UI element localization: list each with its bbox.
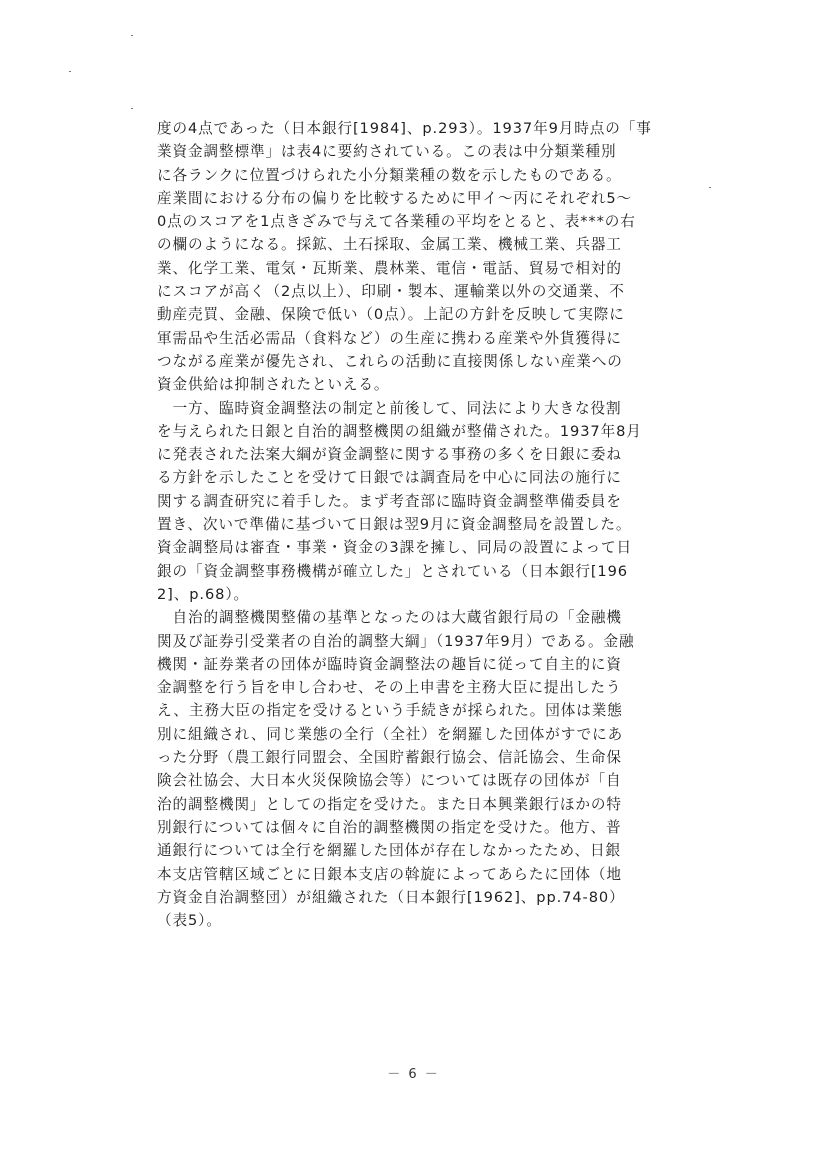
page-number: － 6 － [387,1067,440,1082]
scan-speck [131,35,133,36]
text-line: 2]、p.68）。 [157,585,250,603]
text-line: 産業間における分布の偏りを比較するために甲イ～丙にそれぞれ5～ [157,189,633,207]
text-line: 機関・証券業者の団体が臨時資金調整法の趣旨に従って自主的に資 [157,655,622,673]
text-line: （表5）。 [157,912,222,930]
text-line: つながる産業が優先され、これらの活動に直接関係しない産業への [157,352,623,370]
text-line: 軍需品や生活必需品（食料など）の生産に携わる産業や外貨獲得に [157,329,622,347]
text-line: 度の4点であった（日本銀行[1984]、p.293）。1937年9月時点の「事 [157,120,652,137]
text-line: にスコアが高く（2点以上）、印刷・製本、運輸業以外の交通業、不 [157,283,625,301]
text-line: の欄のようになる。採鉱、土石採取、金属工業、機械工業、兵器工 [157,236,622,254]
text-line: 業、化学工業、電気・瓦斯業、農林業、電信・電話、貿易で相対的 [157,259,622,277]
text-line: に各ランクに位置づけられた小分類業種の数を示したものである。 [157,166,622,184]
text-line: を与えられた日銀と自治的調整機関の組織が整備された。1937年8月 [157,422,642,440]
body-text [157,117,697,932]
text-line: 険会社協会、大日本火災保険協会等）については既存の団体が「自 [157,772,622,790]
scan-speck [69,71,71,72]
text-line: 銀の「資金調整事務機構が確立した」とされている（日本銀行[196 [157,562,628,580]
text-line: 自治的調整機関整備の基準となったのは大蔵省銀行局の「金融機 [157,609,622,627]
text-line: 0点のスコアを1点きざみで与えて各業種の平均をとると、表***の右 [157,213,636,231]
text-line: 関及び証券引受業者の自治的調整大綱」（1937年9月）である。金融 [157,632,635,650]
text-line: 別銀行については個々に自治的調整機関の指定を受けた。他方、普 [157,818,622,836]
text-line: 置き、次いで準備に基づいて日銀は翌9月に資金調整局を設置した。 [157,516,632,534]
text-line: 別に組織され、同じ業態の全行（全社）を網羅した団体がすでにあ [157,725,624,743]
text-line: 資金供給は抑制されたといえる。 [157,376,390,394]
text-line: 動産売買、金融、保険で低い（0点）。上記の方針を反映して実際に [157,306,625,324]
text-line: 業資金調整標準」は表4に要約されている。この表は中分類業種別 [157,143,617,161]
text-line: 金調整を行う旨を申し合わせ、その上申書を主務大臣に提出したう [157,679,622,697]
text-line: え、主務大臣の指定を受けるという手続きが採られた。団体は業態 [157,702,623,720]
text-line: 本支店管轄区域ごとに日銀本支店の斡旋によってあらたに団体（地 [157,865,622,883]
scan-speck [709,187,711,188]
text-line: る方針を示したことを受けて日銀では調査局を中心に同法の施行に [157,469,622,487]
text-line: 治的調整機関」としての指定を受けた。また日本興業銀行ほかの特 [157,795,622,813]
scan-speck [131,108,133,109]
text-line: 関する調査研究に着手した。まず考査部に臨時資金調整準備委員を [157,492,622,510]
text-line: った分野（農工銀行同盟会、全国貯蓄銀行協会、信託協会、生命保 [157,749,622,767]
text-line: 方資金自治調整団）が組織された（日本銀行[1962]、pp.74-80） [157,888,625,906]
text-line: 通銀行については全行を網羅した団体が存在しなかったため、日銀 [157,842,621,860]
text-line: 一方、臨時資金調整法の制定と前後して、同法により大きな役割 [157,399,622,417]
text-line: に発表された法案大綱が資金調整に関する事務の多くを日銀に委ね [157,446,622,464]
text-line: 資金調整局は審査・事業・資金の3課を擁し、同局の設置によって日 [157,539,633,557]
